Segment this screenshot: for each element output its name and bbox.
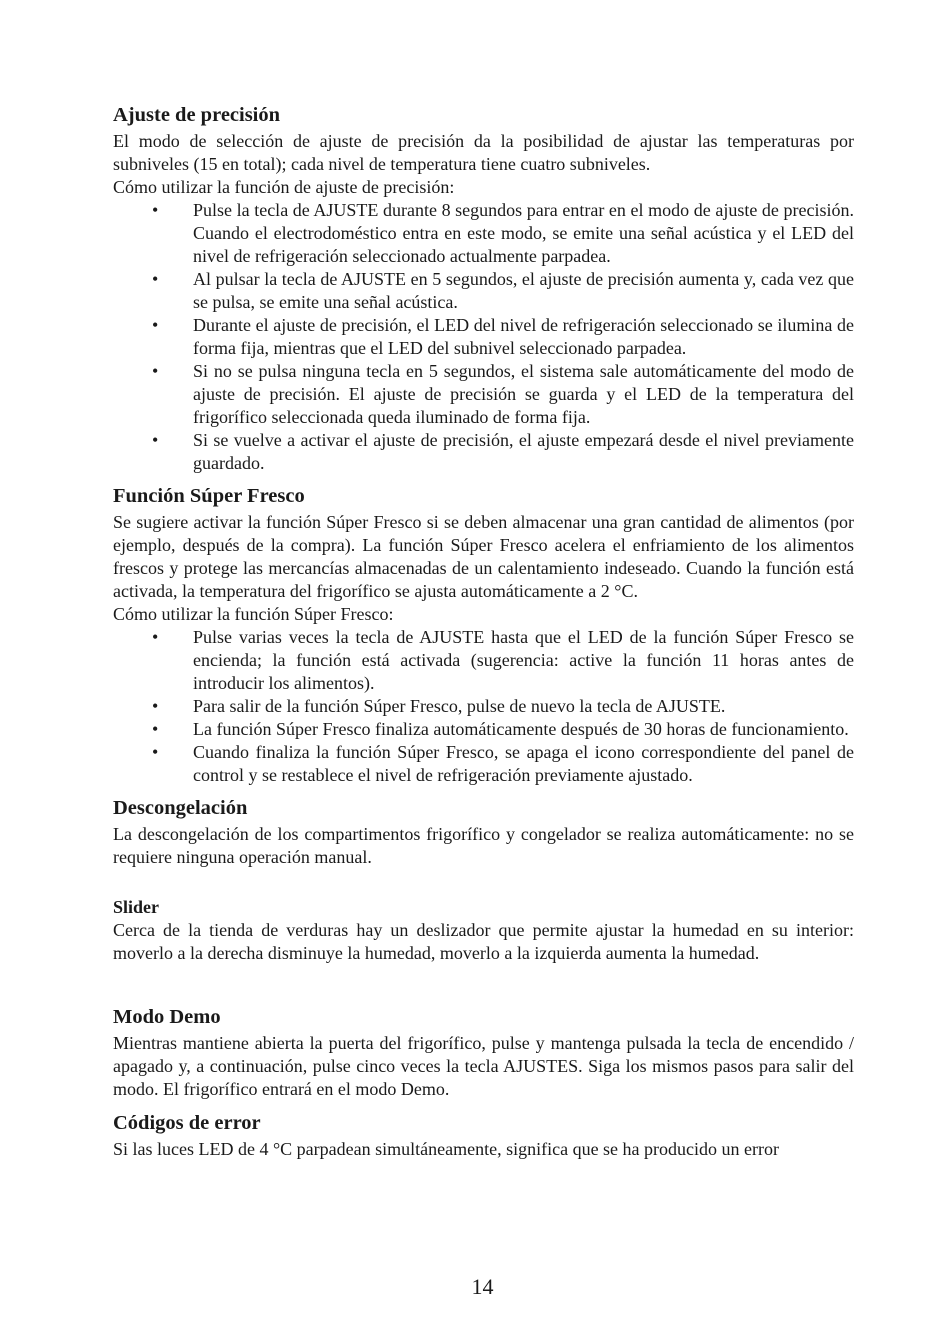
section-title: Descongelación <box>113 797 248 819</box>
list-item: • Al pulsar la tecla de AJUSTE en 5 segundos, el ajuste de precisión aumenta y, cada vez que se pulsa, se emite una señal acústica. <box>193 268 854 314</box>
section-text: Cerca de la tienda de verduras hay un deslizador que permite ajustar la humedad en su interior: moverlo a la derecha disminuye la humedad, moverlo a la izquierda aumenta la humedad. <box>113 920 854 963</box>
section-intro: El modo de selección de ajuste de precisión da la posibilidad de ajustar las temperaturas por subniveles (15 en total); cada nivel de temperatura tiene cuatro subniveles. <box>113 131 854 174</box>
section-title: Modo Demo <box>113 1006 221 1028</box>
section-title: Ajuste de precisión <box>113 104 281 126</box>
section-text: Mientras mantiene abierta la puerta del frigorífico, pulse y mantenga pulsada la tecla de encendido / apagado y, a continuación, pulse cinco veces la tecla AJUSTES. Siga los mismos pasos para salir del modo. El frigorífico entrará en el modo Demo. <box>113 1033 854 1099</box>
howto-label: Cómo utilizar la función Súper Fresco: <box>113 604 394 624</box>
list-item: • Pulse varias veces la tecla de AJUSTE hasta que el LED de la función Súper Fresco se encienda; la función está activada (sugerencia: active la función 11 horas antes de introducir los alimentos). <box>193 626 854 695</box>
section-demo-mode <box>113 1002 854 1101</box>
section-text: La descongelación de los compartimentos frigorífico y congelador se realiza automáticamente: no se requiere ninguna operación manual. <box>113 824 854 867</box>
section-text: Si las luces LED de 4 °C parpadean simultáneamente, significa que se ha producido un error <box>113 1139 779 1159</box>
list-item: • Cuando finaliza la función Súper Fresco, se apaga el icono correspondiente del panel de control y se restablece el nivel de refrigeración previamente ajustado. <box>193 741 854 787</box>
section-title: Códigos de error <box>113 1112 261 1134</box>
section-super-fresh <box>113 481 854 787</box>
section-error-codes <box>113 1108 854 1161</box>
document-page <box>113 100 854 1161</box>
list-item: • La función Súper Fresco finaliza automáticamente después de 30 horas de funcionamiento. <box>193 718 854 741</box>
section-title: Slider <box>113 897 160 917</box>
bullet-list <box>113 199 854 475</box>
list-item: • Si no se pulsa ninguna tecla en 5 segundos, el sistema sale automáticamente del modo de ajuste de precisión. El ajuste de precisión se guarda y el LED de la temperatura del frigorífico seleccionada queda iluminado de forma fija. <box>193 360 854 429</box>
list-item: • Si se vuelve a activar el ajuste de precisión, el ajuste empezará desde el nivel previamente guardado. <box>193 429 854 475</box>
list-item: • Pulse la tecla de AJUSTE durante 8 segundos para entrar en el modo de ajuste de precisión. Cuando el electrodoméstico entra en este modo, se emite una señal acústica y el LED del nivel de refrigeración seleccionado actualmente parpadea. <box>193 199 854 268</box>
section-intro: Se sugiere activar la función Súper Fresco si se deben almacenar una gran cantidad de alimentos (por ejemplo, después de la compra). La función Súper Fresco acelera el enfriamiento de los alimentos frescos y protege las mercancías almacenadas de un calentamiento indeseado. Cuando la función está activada, la temperatura del frigorífico se ajusta automáticamente a 2 °C. <box>113 512 854 601</box>
section-defrost <box>113 793 854 869</box>
section-title: Función Súper Fresco <box>113 485 305 507</box>
section-slider <box>113 896 854 965</box>
list-item: • Durante el ajuste de precisión, el LED del nivel de refrigeración seleccionado se ilumina de forma fija, mientras que el LED del subnivel seleccionado parpadea. <box>193 314 854 360</box>
list-item: • Para salir de la función Súper Fresco, pulse de nuevo la tecla de AJUSTE. <box>193 695 854 718</box>
page-number: 14 <box>471 1274 494 1299</box>
howto-label: Cómo utilizar la función de ajuste de precisión: <box>113 177 455 197</box>
bullet-list <box>113 626 854 787</box>
section-precision-adjustment <box>113 100 854 475</box>
